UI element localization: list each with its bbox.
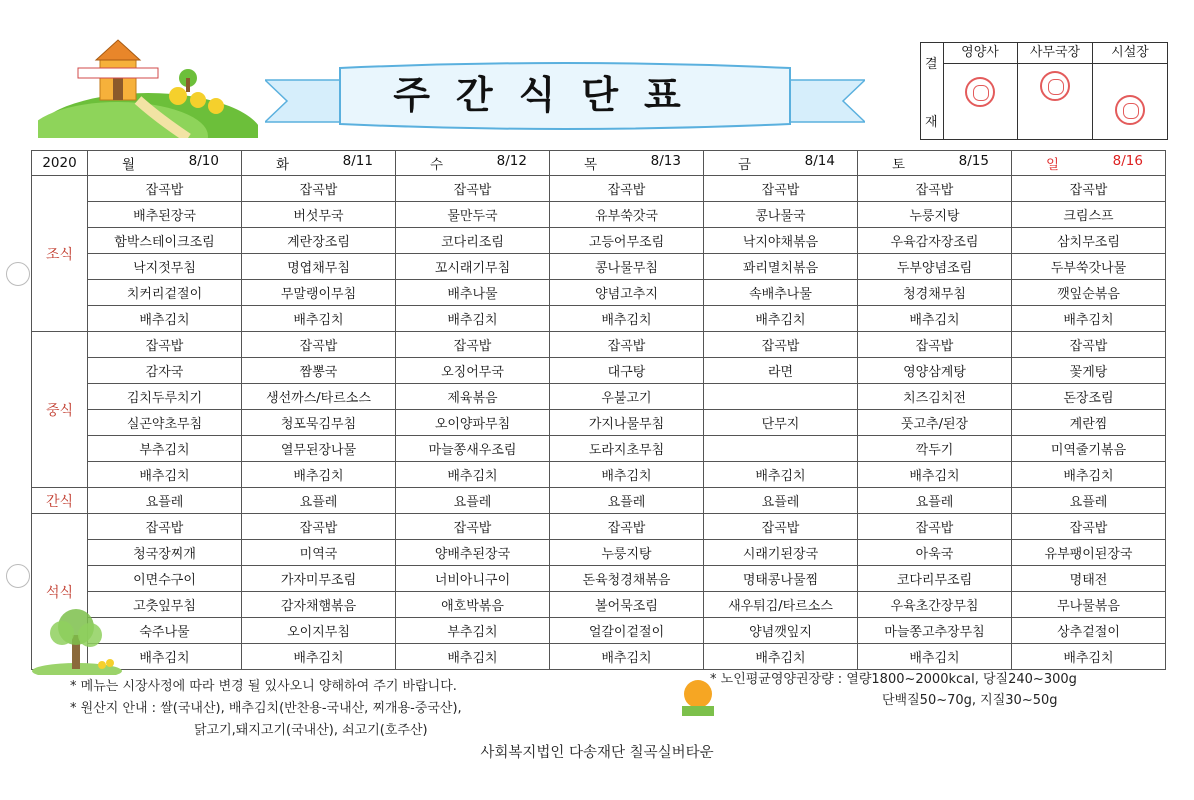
menu-cell: 마늘쫑고추장무침 [858, 618, 1012, 644]
day-date: 8/10 [188, 153, 219, 169]
day-name: 토 [892, 157, 906, 173]
note-line: * 메뉴는 시장사정에 따라 변경 될 있사오니 양해하여 주기 바랍니다. [70, 679, 457, 694]
meal-label: 중식 [32, 332, 88, 488]
menu-cell: 돈장조림 [1012, 384, 1166, 410]
menu-cell: 배추김치 [396, 306, 550, 332]
menu-cell: 마늘쫑새우조림 [396, 436, 550, 462]
menu-cell: 크림스프 [1012, 202, 1166, 228]
menu-cell: 요플레 [88, 488, 242, 514]
menu-notes [70, 676, 462, 742]
nutrition-guideline [710, 669, 1077, 711]
menu-cell: 낙지야채볶음 [704, 228, 858, 254]
menu-cell: 명태전 [1012, 566, 1166, 592]
menu-cell: 부추김치 [396, 618, 550, 644]
menu-cell: 물만두국 [396, 202, 550, 228]
menu-cell [704, 384, 858, 410]
day-name: 일 [1046, 157, 1060, 173]
menu-cell: 잡곡밥 [396, 332, 550, 358]
menu-cell: 잡곡밥 [242, 332, 396, 358]
menu-cell: 오징어무국 [396, 358, 550, 384]
approval-side-top: 결 [925, 57, 938, 72]
menu-cell: 가자미무조림 [242, 566, 396, 592]
binder-hole-icon [6, 262, 30, 286]
menu-cell: 단무지 [704, 410, 858, 436]
menu-cell: 배추김치 [88, 306, 242, 332]
menu-cell: 배추김치 [550, 462, 704, 488]
menu-cell: 고등어무조림 [550, 228, 704, 254]
seal-stamp-icon [1115, 95, 1145, 125]
menu-cell: 유부쑥갓국 [550, 202, 704, 228]
menu-cell: 미역줄기볶음 [1012, 436, 1166, 462]
menu-cell: 실곤약초무침 [88, 410, 242, 436]
menu-cell: 우불고기 [550, 384, 704, 410]
menu-cell: 잡곡밥 [550, 176, 704, 202]
menu-cell: 잡곡밥 [396, 176, 550, 202]
menu-cell: 깻잎순볶음 [1012, 280, 1166, 306]
menu-cell: 잡곡밥 [242, 176, 396, 202]
menu-cell: 도라지초무침 [550, 436, 704, 462]
day-header [704, 151, 858, 176]
menu-cell: 라면 [704, 358, 858, 384]
menu-cell [704, 436, 858, 462]
menu-cell: 감자채햄볶음 [242, 592, 396, 618]
meal-label: 조식 [32, 176, 88, 332]
menu-cell: 잡곡밥 [858, 514, 1012, 540]
menu-cell: 돈육청경채볶음 [550, 566, 704, 592]
menu-cell: 요플레 [704, 488, 858, 514]
menu-row [32, 358, 1166, 384]
menu-cell: 배추김치 [704, 462, 858, 488]
menu-cell: 잡곡밥 [1012, 176, 1166, 202]
menu-cell: 요플레 [396, 488, 550, 514]
menu-cell: 배추김치 [1012, 306, 1166, 332]
day-date: 8/15 [958, 153, 989, 169]
day-date: 8/12 [496, 153, 527, 169]
note-line: 닭고기,돼지고기(국내산), 쇠고기(호주산) [194, 723, 428, 738]
menu-cell: 우육초간장무침 [858, 592, 1012, 618]
day-name: 수 [430, 157, 444, 173]
menu-cell: 배추김치 [1012, 462, 1166, 488]
menu-cell: 배추김치 [858, 306, 1012, 332]
menu-row [32, 540, 1166, 566]
menu-cell: 상추겉절이 [1012, 618, 1166, 644]
menu-cell: 우육감자장조림 [858, 228, 1012, 254]
menu-cell: 얼갈이겉절이 [550, 618, 704, 644]
menu-cell: 감자국 [88, 358, 242, 384]
day-header [242, 151, 396, 176]
menu-cell: 유부팽이된장국 [1012, 540, 1166, 566]
menu-cell: 오이지무침 [242, 618, 396, 644]
approval-role: 사무국장 [1018, 43, 1092, 64]
menu-row [32, 202, 1166, 228]
day-header-sunday [1012, 151, 1166, 176]
menu-cell: 요플레 [858, 488, 1012, 514]
weekly-menu-table [31, 150, 1166, 670]
menu-row [32, 592, 1166, 618]
menu-cell: 무나물볶음 [1012, 592, 1166, 618]
menu-cell: 배추김치 [704, 306, 858, 332]
menu-cell: 아욱국 [858, 540, 1012, 566]
day-date: 8/11 [342, 153, 373, 169]
menu-row [32, 488, 1166, 514]
nutrition-line: 단백질50~70g, 지질30~50g [882, 693, 1058, 708]
menu-cell: 요플레 [550, 488, 704, 514]
menu-cell: 배추김치 [396, 462, 550, 488]
approval-side-bottom: 재 [925, 115, 938, 130]
menu-cell: 명태콩나물찜 [704, 566, 858, 592]
menu-cell: 속배추나물 [704, 280, 858, 306]
menu-cell: 생선까스/타르소스 [242, 384, 396, 410]
day-name: 월 [122, 157, 136, 173]
day-name: 목 [584, 157, 598, 173]
menu-cell: 치즈김치전 [858, 384, 1012, 410]
approval-side-label [921, 43, 944, 139]
menu-cell: 숙주나물 [88, 618, 242, 644]
year-cell: 2020 [32, 151, 88, 176]
menu-cell: 배추김치 [858, 644, 1012, 670]
meal-label: 석식 [32, 514, 88, 670]
organization-name: 사회복지법인 다송재단 칠곡실버타운 [480, 745, 714, 761]
menu-cell: 제육볶음 [396, 384, 550, 410]
menu-cell: 꽃게탕 [1012, 358, 1166, 384]
menu-row [32, 280, 1166, 306]
menu-cell: 배추김치 [550, 306, 704, 332]
menu-cell: 배추김치 [550, 644, 704, 670]
menu-cell: 양배추된장국 [396, 540, 550, 566]
menu-cell: 계란장조림 [242, 228, 396, 254]
menu-cell: 배추된장국 [88, 202, 242, 228]
menu-cell: 잡곡밥 [88, 514, 242, 540]
menu-cell: 영양삼계탕 [858, 358, 1012, 384]
header-row [32, 151, 1166, 176]
menu-cell: 꽈리멸치볶음 [704, 254, 858, 280]
menu-cell: 코다리조림 [396, 228, 550, 254]
menu-row [32, 384, 1166, 410]
menu-cell: 미역국 [242, 540, 396, 566]
menu-cell: 무말랭이무침 [242, 280, 396, 306]
menu-cell: 배추김치 [88, 644, 242, 670]
menu-row [32, 566, 1166, 592]
menu-cell: 잡곡밥 [88, 176, 242, 202]
menu-row [32, 462, 1166, 488]
menu-cell: 요플레 [242, 488, 396, 514]
menu-row [32, 436, 1166, 462]
menu-cell: 치커리겉절이 [88, 280, 242, 306]
menu-cell: 배추김치 [242, 306, 396, 332]
approval-role: 시설장 [1093, 43, 1167, 64]
menu-cell: 이면수구이 [88, 566, 242, 592]
menu-row [32, 306, 1166, 332]
menu-cell: 꼬시래기무침 [396, 254, 550, 280]
menu-cell: 열무된장나물 [242, 436, 396, 462]
village-house-illustration [38, 38, 258, 138]
menu-cell: 양념깻잎지 [704, 618, 858, 644]
menu-row [32, 410, 1166, 436]
approval-director [1093, 43, 1167, 139]
approval-dietitian [943, 43, 1018, 139]
menu-cell: 배추김치 [704, 644, 858, 670]
menu-row [32, 228, 1166, 254]
approval-box [920, 42, 1168, 140]
menu-cell: 잡곡밥 [1012, 514, 1166, 540]
menu-cell: 잡곡밥 [858, 176, 1012, 202]
menu-cell: 두부쑥갓나물 [1012, 254, 1166, 280]
day-date: 8/14 [804, 153, 835, 169]
menu-cell: 콩나물국 [704, 202, 858, 228]
day-header [88, 151, 242, 176]
menu-cell: 시래기된장국 [704, 540, 858, 566]
nutrition-line: * 노인평균영양권장량 : 열량1800~2000kcal, 당질240~300g [710, 672, 1077, 687]
menu-cell: 너비아니구이 [396, 566, 550, 592]
menu-cell: 고춧잎무침 [88, 592, 242, 618]
day-header [396, 151, 550, 176]
approval-office-manager [1018, 43, 1093, 139]
tree-illustration [32, 605, 122, 675]
menu-row [32, 176, 1166, 202]
day-name: 화 [276, 157, 290, 173]
binder-hole-icon [6, 564, 30, 588]
menu-cell: 잡곡밥 [242, 514, 396, 540]
day-date: 8/13 [650, 153, 681, 169]
meal-label: 간식 [32, 488, 88, 514]
menu-cell: 청포묵김무침 [242, 410, 396, 436]
menu-cell: 삼치무조림 [1012, 228, 1166, 254]
menu-cell: 잡곡밥 [704, 332, 858, 358]
menu-cell: 대구탕 [550, 358, 704, 384]
menu-cell: 짬뽕국 [242, 358, 396, 384]
menu-cell: 잡곡밥 [88, 332, 242, 358]
menu-cell: 청국장찌개 [88, 540, 242, 566]
menu-cell: 함박스테이크조림 [88, 228, 242, 254]
menu-cell: 잡곡밥 [704, 514, 858, 540]
day-header [858, 151, 1012, 176]
menu-cell: 누룽지탕 [858, 202, 1012, 228]
menu-cell: 깍두기 [858, 436, 1012, 462]
menu-cell: 배추김치 [1012, 644, 1166, 670]
menu-cell: 김치두루치기 [88, 384, 242, 410]
menu-cell: 버섯무국 [242, 202, 396, 228]
seal-stamp-icon [965, 77, 995, 107]
menu-cell: 잡곡밥 [550, 332, 704, 358]
menu-cell: 볼어묵조림 [550, 592, 704, 618]
menu-cell: 잡곡밥 [550, 514, 704, 540]
menu-cell: 잡곡밥 [396, 514, 550, 540]
note-line: * 원산지 안내 : 쌀(국내산), 배추김치(반찬용-국내산, 찌개용-중국산), [70, 701, 462, 716]
menu-cell: 누룽지탕 [550, 540, 704, 566]
menu-cell: 양념고추지 [550, 280, 704, 306]
day-name: 금 [738, 157, 752, 173]
menu-cell: 부추김치 [88, 436, 242, 462]
menu-cell: 배추나물 [396, 280, 550, 306]
menu-cell: 잡곡밥 [858, 332, 1012, 358]
menu-cell: 낙지젓무침 [88, 254, 242, 280]
menu-cell: 배추김치 [88, 462, 242, 488]
menu-row [32, 618, 1166, 644]
page-title: 주간식단표 [393, 73, 707, 117]
menu-cell: 배추김치 [396, 644, 550, 670]
menu-cell: 잡곡밥 [1012, 332, 1166, 358]
menu-cell: 두부양념조림 [858, 254, 1012, 280]
menu-row [32, 644, 1166, 670]
menu-cell: 콩나물무침 [550, 254, 704, 280]
menu-cell: 명엽채무침 [242, 254, 396, 280]
menu-cell: 계란찜 [1012, 410, 1166, 436]
menu-cell: 코다리무조림 [858, 566, 1012, 592]
menu-cell: 요플레 [1012, 488, 1166, 514]
day-header [550, 151, 704, 176]
menu-cell: 배추김치 [858, 462, 1012, 488]
menu-cell: 애호박볶음 [396, 592, 550, 618]
menu-cell: 잡곡밥 [704, 176, 858, 202]
menu-cell: 새우튀김/타르소스 [704, 592, 858, 618]
seal-stamp-icon [1040, 71, 1070, 101]
menu-cell: 가지나물무침 [550, 410, 704, 436]
menu-cell: 오이양파무침 [396, 410, 550, 436]
menu-row [32, 254, 1166, 280]
menu-row [32, 332, 1166, 358]
approval-role: 영양사 [943, 43, 1017, 64]
menu-cell: 청경채무침 [858, 280, 1012, 306]
menu-cell: 배추김치 [242, 462, 396, 488]
menu-row [32, 514, 1166, 540]
day-date: 8/16 [1112, 153, 1143, 169]
menu-cell: 배추김치 [242, 644, 396, 670]
menu-cell: 풋고추/된장 [858, 410, 1012, 436]
